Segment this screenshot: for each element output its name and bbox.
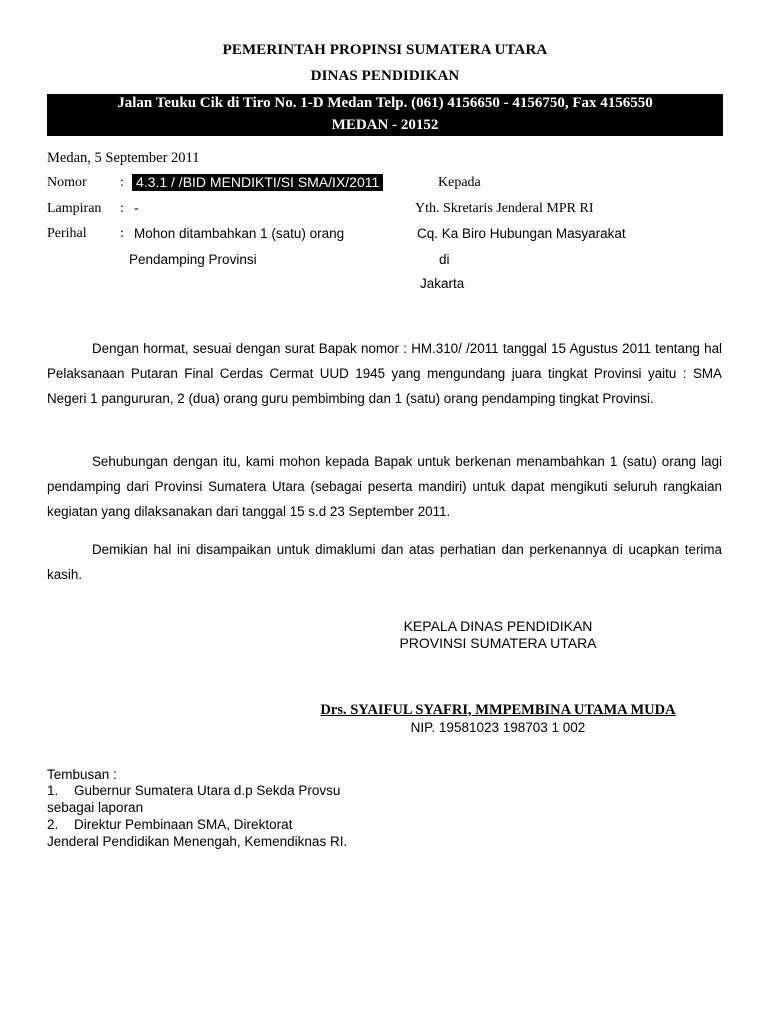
signatory-nip: NIP. 19581023 198703 1 002: [410, 720, 586, 735]
tembusan-item2-line1: Direktur Pembinaan SMA, Direktorat: [74, 817, 293, 832]
nomor-value: 4.3.1 / /BID MENDIKTI/SI SMA/IX/2011: [132, 174, 383, 191]
letter-date: Medan, 5 September 2011: [47, 150, 200, 166]
perihal-separator: :: [120, 226, 124, 241]
body-paragraph-3: Demikian hal ini disampaikan untuk dimaklumi dan atas perhatian dan perkenannya di ucapkan terima kasih.: [47, 542, 722, 582]
lampiran-value: -: [134, 201, 139, 216]
tembusan-item1-line1: Gubernur Sumatera Utara d.p Sekda Provsu: [74, 783, 341, 798]
tembusan-item1-line2: sebagai laporan: [47, 800, 144, 815]
letterhead-address-bar: [47, 94, 723, 136]
recipient-di: di: [439, 252, 450, 267]
tembusan-item1-number: 1.: [47, 783, 59, 798]
recipient-yth: Yth. Skretaris Jenderal MPR RI: [415, 201, 594, 216]
perihal-label: Perihal: [47, 226, 87, 241]
body-paragraph-2: Sehubungan dengan itu, kami mohon kepada Bapak untuk berkenan menambahkan 1 (satu) orang lagi pendamping dari Provinsi Sumatera Utara (sebagai peserta mandiri) untuk dapat mengikuti seluruh rangkaian kegiatan yang dilaksanakan dari tanggal 15 s.d 23 September 2011.: [47, 454, 722, 519]
perihal-value-line1: Mohon ditambahkan 1 (satu) orang: [134, 226, 345, 241]
signature-title-line2: PROVINSI SUMATERA UTARA: [399, 635, 597, 651]
lampiran-label: Lampiran: [47, 201, 102, 216]
letterhead-agency: DINAS PENDIDIKAN: [310, 68, 460, 84]
tembusan-item2-number: 2.: [47, 817, 59, 832]
signatory-name: Drs. SYAIFUL SYAFRI, MMPEMBINA UTAMA MUDA: [320, 702, 676, 718]
perihal-value-line2: Pendamping Provinsi: [129, 252, 257, 267]
letterhead-address: Jalan Teuku Cik di Tiro No. 1-D Medan Telp. (061) 4156650 - 4156750, Fax 4156550: [117, 95, 653, 111]
recipient-kepada: Kepada: [438, 175, 481, 190]
letterhead-city: MEDAN - 20152: [331, 117, 439, 133]
nomor-separator: :: [120, 175, 124, 190]
lampiran-separator: :: [120, 201, 124, 216]
recipient-city: Jakarta: [420, 276, 465, 291]
body-paragraph-1: Dengan hormat, sesuai dengan surat Bapak nomor : HM.310/ /2011 tanggal 15 Agustus 2011 tentang hal Pelaksanaan Putaran Final Cerdas Cermat UUD 1945 yang mengundang juara tingkat Provinsi yaitu : SMA Negeri 1 pangururan, 2 (dua) orang guru pembimbing dan 1 (satu) orang pendamping tingkat Provinsi.: [47, 341, 722, 406]
tembusan-label: Tembusan :: [47, 767, 117, 782]
signature-title-line1: KEPALA DINAS PENDIDIKAN: [403, 618, 593, 634]
nomor-label: Nomor: [47, 175, 87, 190]
recipient-cq: Cq. Ka Biro Hubungan Masyarakat: [417, 226, 626, 241]
tembusan-item2-line2: Jenderal Pendidikan Menengah, Kemendiknas RI.: [47, 834, 348, 849]
letterhead-government: PEMERINTAH PROPINSI SUMATERA UTARA: [222, 42, 548, 58]
